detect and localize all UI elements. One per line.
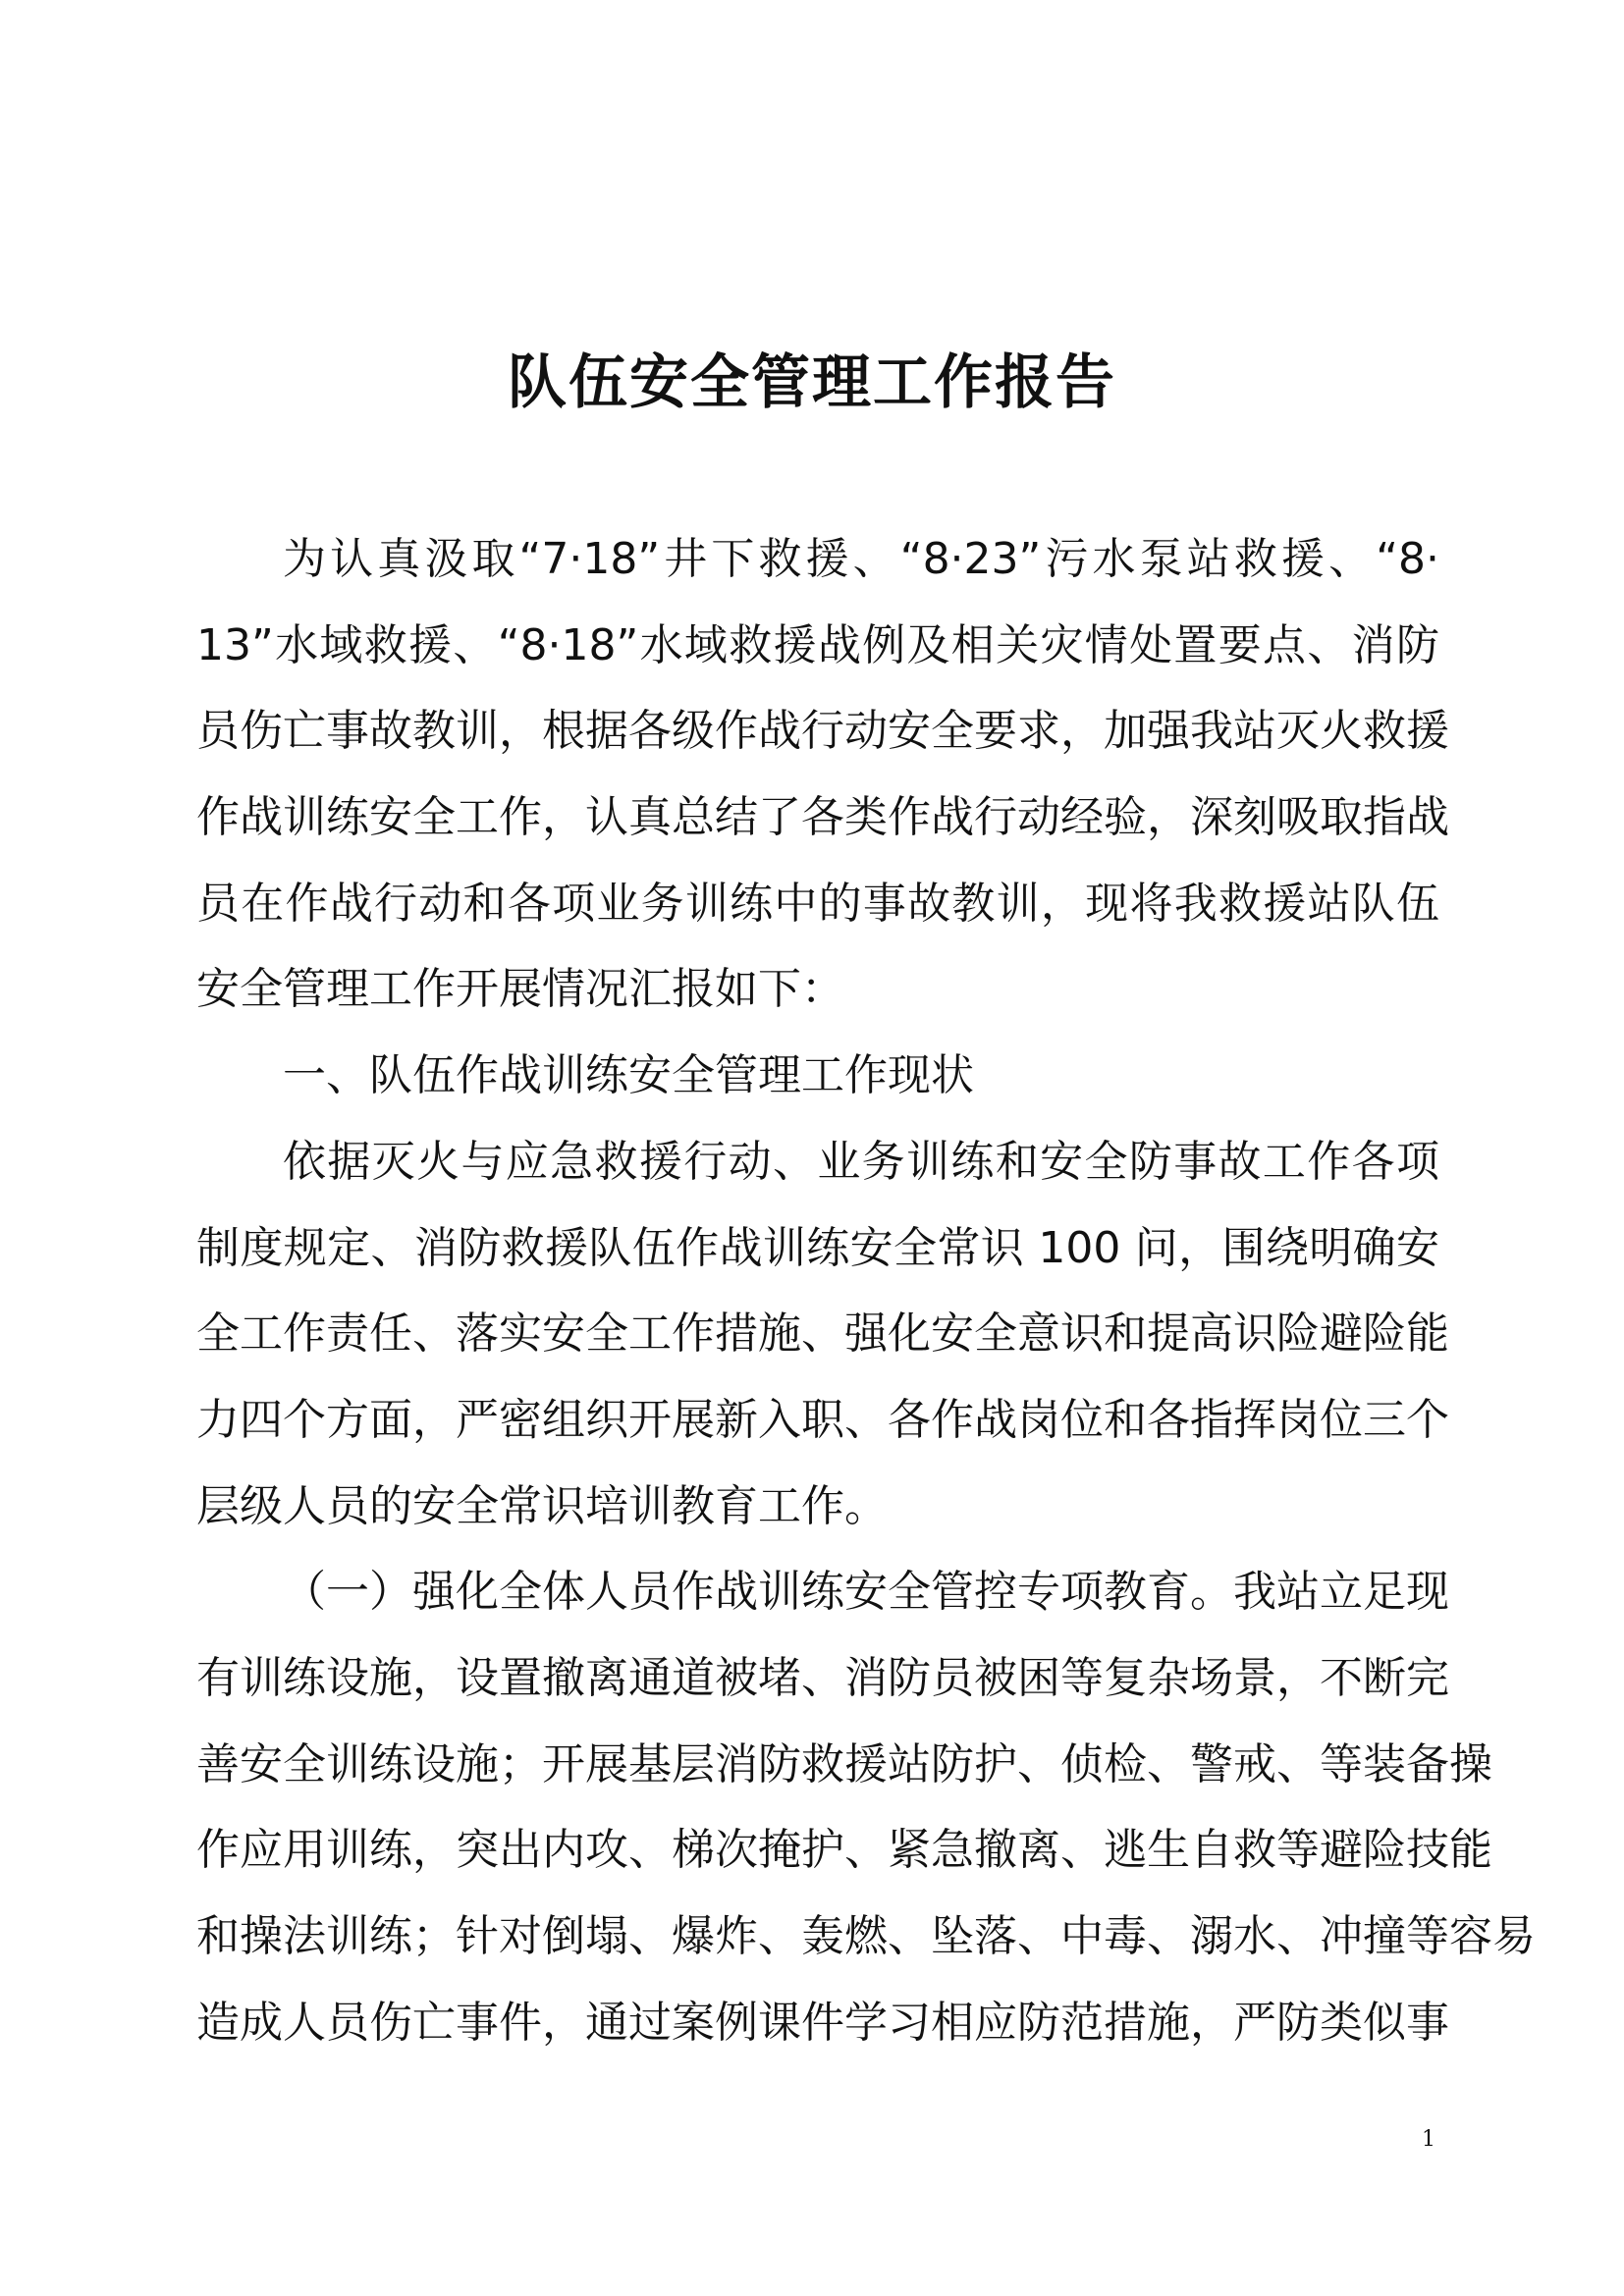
subsection-line: （一）强化全体人员作战训练安全管控专项教育。我站立足现: [283, 1567, 1449, 1618]
text-line: 层级人员的安全常识培训教育工作。: [196, 1480, 888, 1531]
text-line: 安全管理工作开展情况汇报如下：: [196, 964, 844, 1015]
text-line: 制度规定、消防救援队伍作战训练安全常识 100 问，围绕明确安: [196, 1222, 1439, 1273]
text-line: 作应用训练，突出内攻、梯次掩护、紧急撤离、逃生自救等避险技能: [196, 1825, 1492, 1876]
text-line: 有训练设施，设置撤离通道被堵、消防员被困等复杂场景，不断完: [196, 1652, 1449, 1703]
text-line: 善安全训练设施；开展基层消防救援站防护、侦检、警戒、等装备操: [196, 1738, 1492, 1789]
text-line: 造成人员伤亡事件，通过案例课件学习相应防范措施，严防类似事: [196, 1997, 1449, 2048]
text-line: 和操法训练；针对倒塌、爆炸、轰燃、坠落、中毒、溺水、冲撞等容易: [196, 1911, 1536, 1961]
text-line: 全工作责任、落实安全工作措施、强化安全意识和提高识险避险能: [196, 1308, 1449, 1360]
text-line: 员伤亡事故教训，根据各级作战行动安全要求，加强我站灭火救援: [196, 706, 1449, 757]
text-line: 作战训练安全工作，认真总结了各类作战行动经验，深刻吸取指战: [196, 792, 1449, 843]
document-body: [196, 516, 1536, 2065]
page-number: 1: [1422, 2127, 1435, 2152]
text-line: 力四个方面，严密组织开展新入职、各作战岗位和各指挥岗位三个: [196, 1394, 1449, 1445]
text-line: 员在作战行动和各项业务训练中的事故教训，现将我救援站队伍: [196, 878, 1439, 929]
text-line: 依据灭火与应急救援行动、业务训练和安全防事故工作各项: [283, 1136, 1439, 1187]
text-line: 13”水域救援、“8·18”水域救援战例及相关灾情处置要点、消防: [196, 619, 1439, 670]
section-heading: 一、队伍作战训练安全管理工作现状: [283, 1050, 974, 1101]
document-title: 队伍安全管理工作报告: [508, 348, 1116, 417]
text-line: 为认真汲取“7·18”井下救援、“8·23”污水泵站救援、“8·: [283, 534, 1439, 584]
